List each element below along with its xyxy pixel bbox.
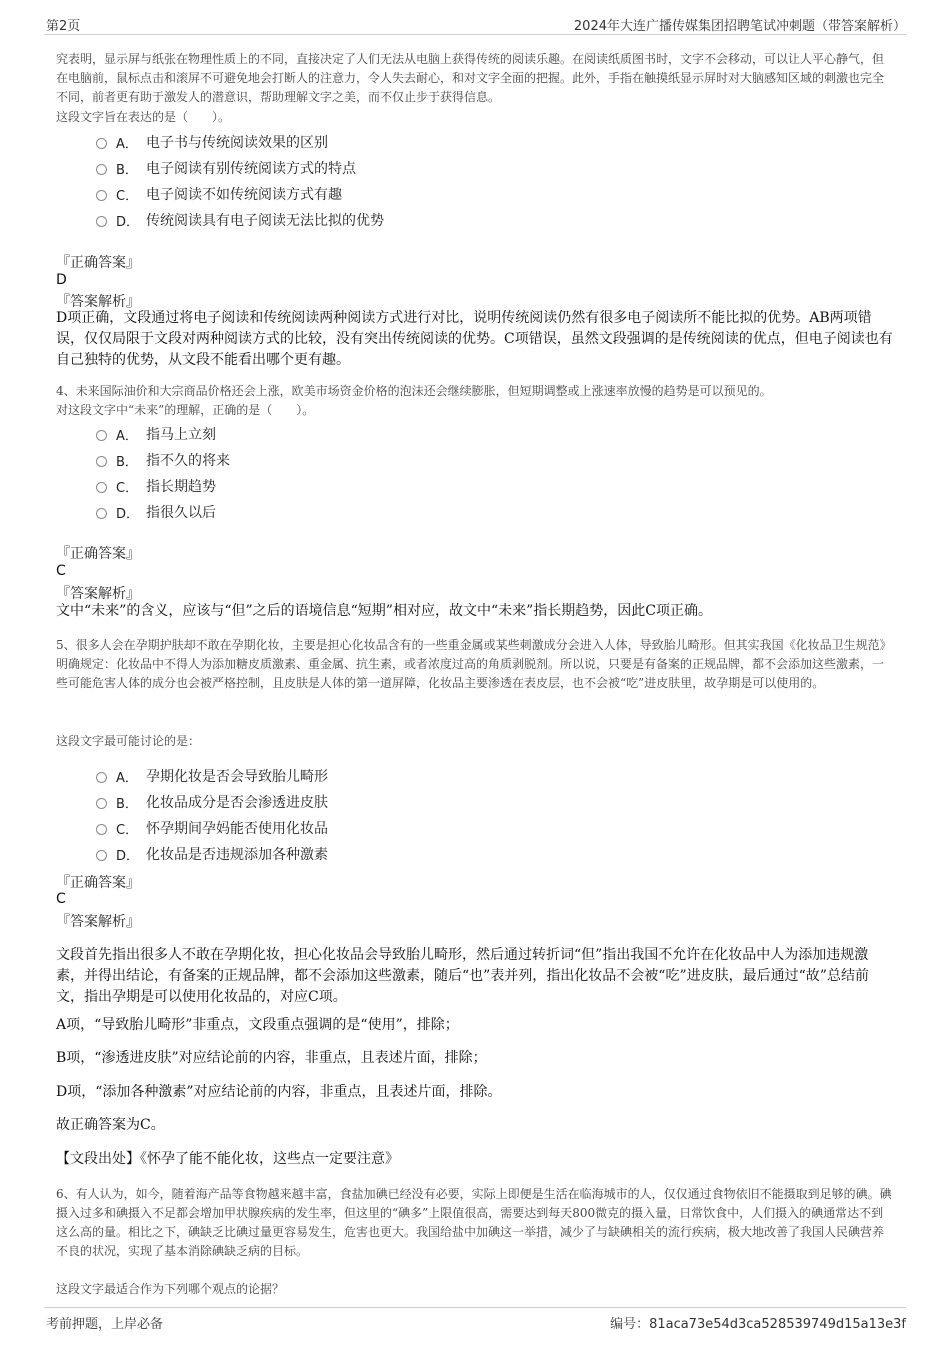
q3-option-d[interactable]: D． 传统阅读具有电子阅读无法比拟的优势: [96, 210, 384, 230]
q5-option-d[interactable]: D． 化妆品是否违规添加各种激素: [96, 844, 328, 864]
q5-answer-label: 『正确答案』: [56, 875, 140, 891]
document-id: 编号：81aca73e54d3ca528539749d15a13e3f: [610, 1317, 906, 1332]
q5-source: 【文段出处】《怀孕了能不能化妆，这些点一定要注意》: [56, 1151, 399, 1167]
radio-icon[interactable]: [96, 824, 107, 835]
q5-analysis-a: A项，“导致胎儿畸形”非重点，文段重点强调的是“使用”，排除；: [56, 1017, 459, 1033]
q5-question: 这段文字最可能讨论的是：: [56, 734, 201, 748]
radio-icon[interactable]: [96, 772, 107, 783]
q5-analysis-main: 文段首先指出很多人不敢在孕期化妆，担心化妆品会导致胎儿畸形，然后通过转折词“但”指出我国不允许在化妆品中人为添加违规激素，并得出结论，有备案的正规品牌，都不会添加这些激素，随后“也”表并列，指出化妆品不会被“吃”进皮肤，最后通过“故”总结前文，指出孕期是可以使用化妆品的，对应C项。: [56, 947, 869, 1005]
radio-icon[interactable]: [96, 850, 107, 861]
header-divider: [44, 34, 906, 35]
q4-option-d[interactable]: D． 指很久以后: [96, 502, 216, 522]
footer-slogan: 考前押题，上岸必备: [46, 1317, 164, 1332]
q4-answer: C: [56, 563, 66, 579]
q5-analysis-d: D项，“添加各种激素”对应结论前的内容，非重点，且表述片面，排除。: [56, 1084, 502, 1100]
radio-icon[interactable]: [96, 456, 107, 467]
q4-option-a[interactable]: A． 指马上立刻: [96, 424, 216, 444]
document-title: 2024年大连广播传媒集团招聘笔试冲刺题（带答案解析）: [573, 19, 906, 34]
footer-divider: [44, 1307, 906, 1308]
radio-icon[interactable]: [96, 508, 107, 519]
q4-passage: 4、未来国际油价和大宗商品价格还会上涨，欧美市场资金价格的泡沫还会继续膨胀，但短期调整或上涨速率放慢的趋势是可以预见的。: [56, 384, 772, 398]
q4-analysis: 文中“未来”的含义，应该与“但”之后的语境信息“短期”相对应，故文中“未来”指长期趋势，因此C项正确。: [56, 603, 712, 619]
q6-question: 这段文字最适合作为下列哪个观点的论据？: [56, 1282, 285, 1296]
q4-option-b[interactable]: B． 指不久的将来: [96, 450, 230, 470]
q3-question: 这段文字旨在表达的是（ ）。: [56, 110, 231, 124]
radio-icon[interactable]: [96, 138, 107, 149]
q6-passage: 6、有人认为，如今，随着海产品等食物越来越丰富，食盐加碘已经没有必要，实际上即便是生活在临海城市的人，仅仅通过食物依旧不能摄取到足够的碘。碘摄入过多和碘摄入不足都会增加甲状腺疾病的发生率，但这里的“碘多”上限值很高，需要达到每天800微克的摄入量，日常饮食中，人们摄入的碘通常达不到这么高的量。相比之下，碘缺乏比碘过量更容易发生，危害也更大。我国给盐中加碘这一举措，减少了与缺碘相关的流行疾病，极大地改善了我国人民碘营养不良的状况，实现了基本消除碘缺乏病的目标。: [56, 1187, 892, 1258]
q4-option-c[interactable]: C． 指长期趋势: [96, 476, 216, 496]
q5-passage: 5、很多人会在孕期护肤却不敢在孕期化妆，主要是担心化妆品含有的一些重金属或某些刺激成分会进入人体，导致胎儿畸形。但其实我国《化妆品卫生规范》明确规定：化妆品中不得人为添加糖皮质激素、重金属、抗生素，或者浓度过高的角质剥脱剂。所以说，只要是有备案的正规品牌，都不会添加这些激素，一些可能危害人体的成分也会被严格控制，且皮肤是人体的第一道屏障，化妆品主要渗透在表皮层，也不会被“吃”进皮肤里，故孕期是可以使用的。: [56, 638, 892, 690]
q3-answer-label: 『正确答案』: [56, 255, 140, 271]
q3-passage: 究表明，显示屏与纸张在物理性质上的不同，直接决定了人们无法从电脑上获得传统的阅读乐趣。在阅读纸质图书时，文字不会移动，可以让人平心静气，但在电脑前，鼠标点击和滚屏不可避免地会打断人的注意力，令人失去耐心，和对文字全面的把握。此外，手指在触摸纸显示屏时对大脑感知区域的刺激也完全不同，前者更有助于激发人的潜意识，帮助理解文字之美，而不仅止步于获得信息。: [56, 52, 885, 104]
radio-icon[interactable]: [96, 216, 107, 227]
q5-analysis-label: 『答案解析』: [56, 914, 140, 930]
q5-analysis-b: B项，“渗透进皮肤”对应结论前的内容，非重点，且表述片面，排除；: [56, 1050, 487, 1066]
q4-analysis-label: 『答案解析』: [56, 586, 140, 602]
q5-option-b[interactable]: B． 化妆品成分是否会渗透进皮肤: [96, 792, 328, 812]
q3-answer: D: [56, 272, 67, 288]
q5-answer: C: [56, 891, 66, 907]
radio-icon[interactable]: [96, 164, 107, 175]
q5-option-c[interactable]: C． 怀孕期间孕妈能否使用化妆品: [96, 818, 328, 838]
q3-option-a[interactable]: A． 电子书与传统阅读效果的区别: [96, 132, 328, 152]
q4-answer-label: 『正确答案』: [56, 546, 140, 562]
radio-icon[interactable]: [96, 430, 107, 441]
q3-option-c[interactable]: C． 电子阅读不如传统阅读方式有趣: [96, 184, 342, 204]
q4-question: 对这段文字中“未来”的理解，正确的是（ ）。: [56, 403, 315, 417]
radio-icon[interactable]: [96, 798, 107, 809]
q5-option-a[interactable]: A． 孕期化妆是否会导致胎儿畸形: [96, 766, 328, 786]
radio-icon[interactable]: [96, 482, 107, 493]
q3-option-b[interactable]: B． 电子阅读有别传统阅读方式的特点: [96, 158, 356, 178]
q5-analysis-conclusion: 故正确答案为C。: [56, 1117, 165, 1133]
page-number: 第2页: [46, 19, 81, 34]
q3-analysis: D项正确，文段通过将电子阅读和传统阅读两种阅读方式进行对比，说明传统阅读仍然有很多电子阅读所不能比拟的优势。AB两项错误，仅仅局限于文段对两种阅读方式的比较，没有突出传统阅读的优势。C项错误，虽然文段强调的是传统阅读的优点，但电子阅读也有自己独特的优势，从文段不能看出哪个更有趣。: [56, 310, 893, 368]
radio-icon[interactable]: [96, 190, 107, 201]
q3-analysis-label: 『答案解析』: [56, 294, 140, 310]
